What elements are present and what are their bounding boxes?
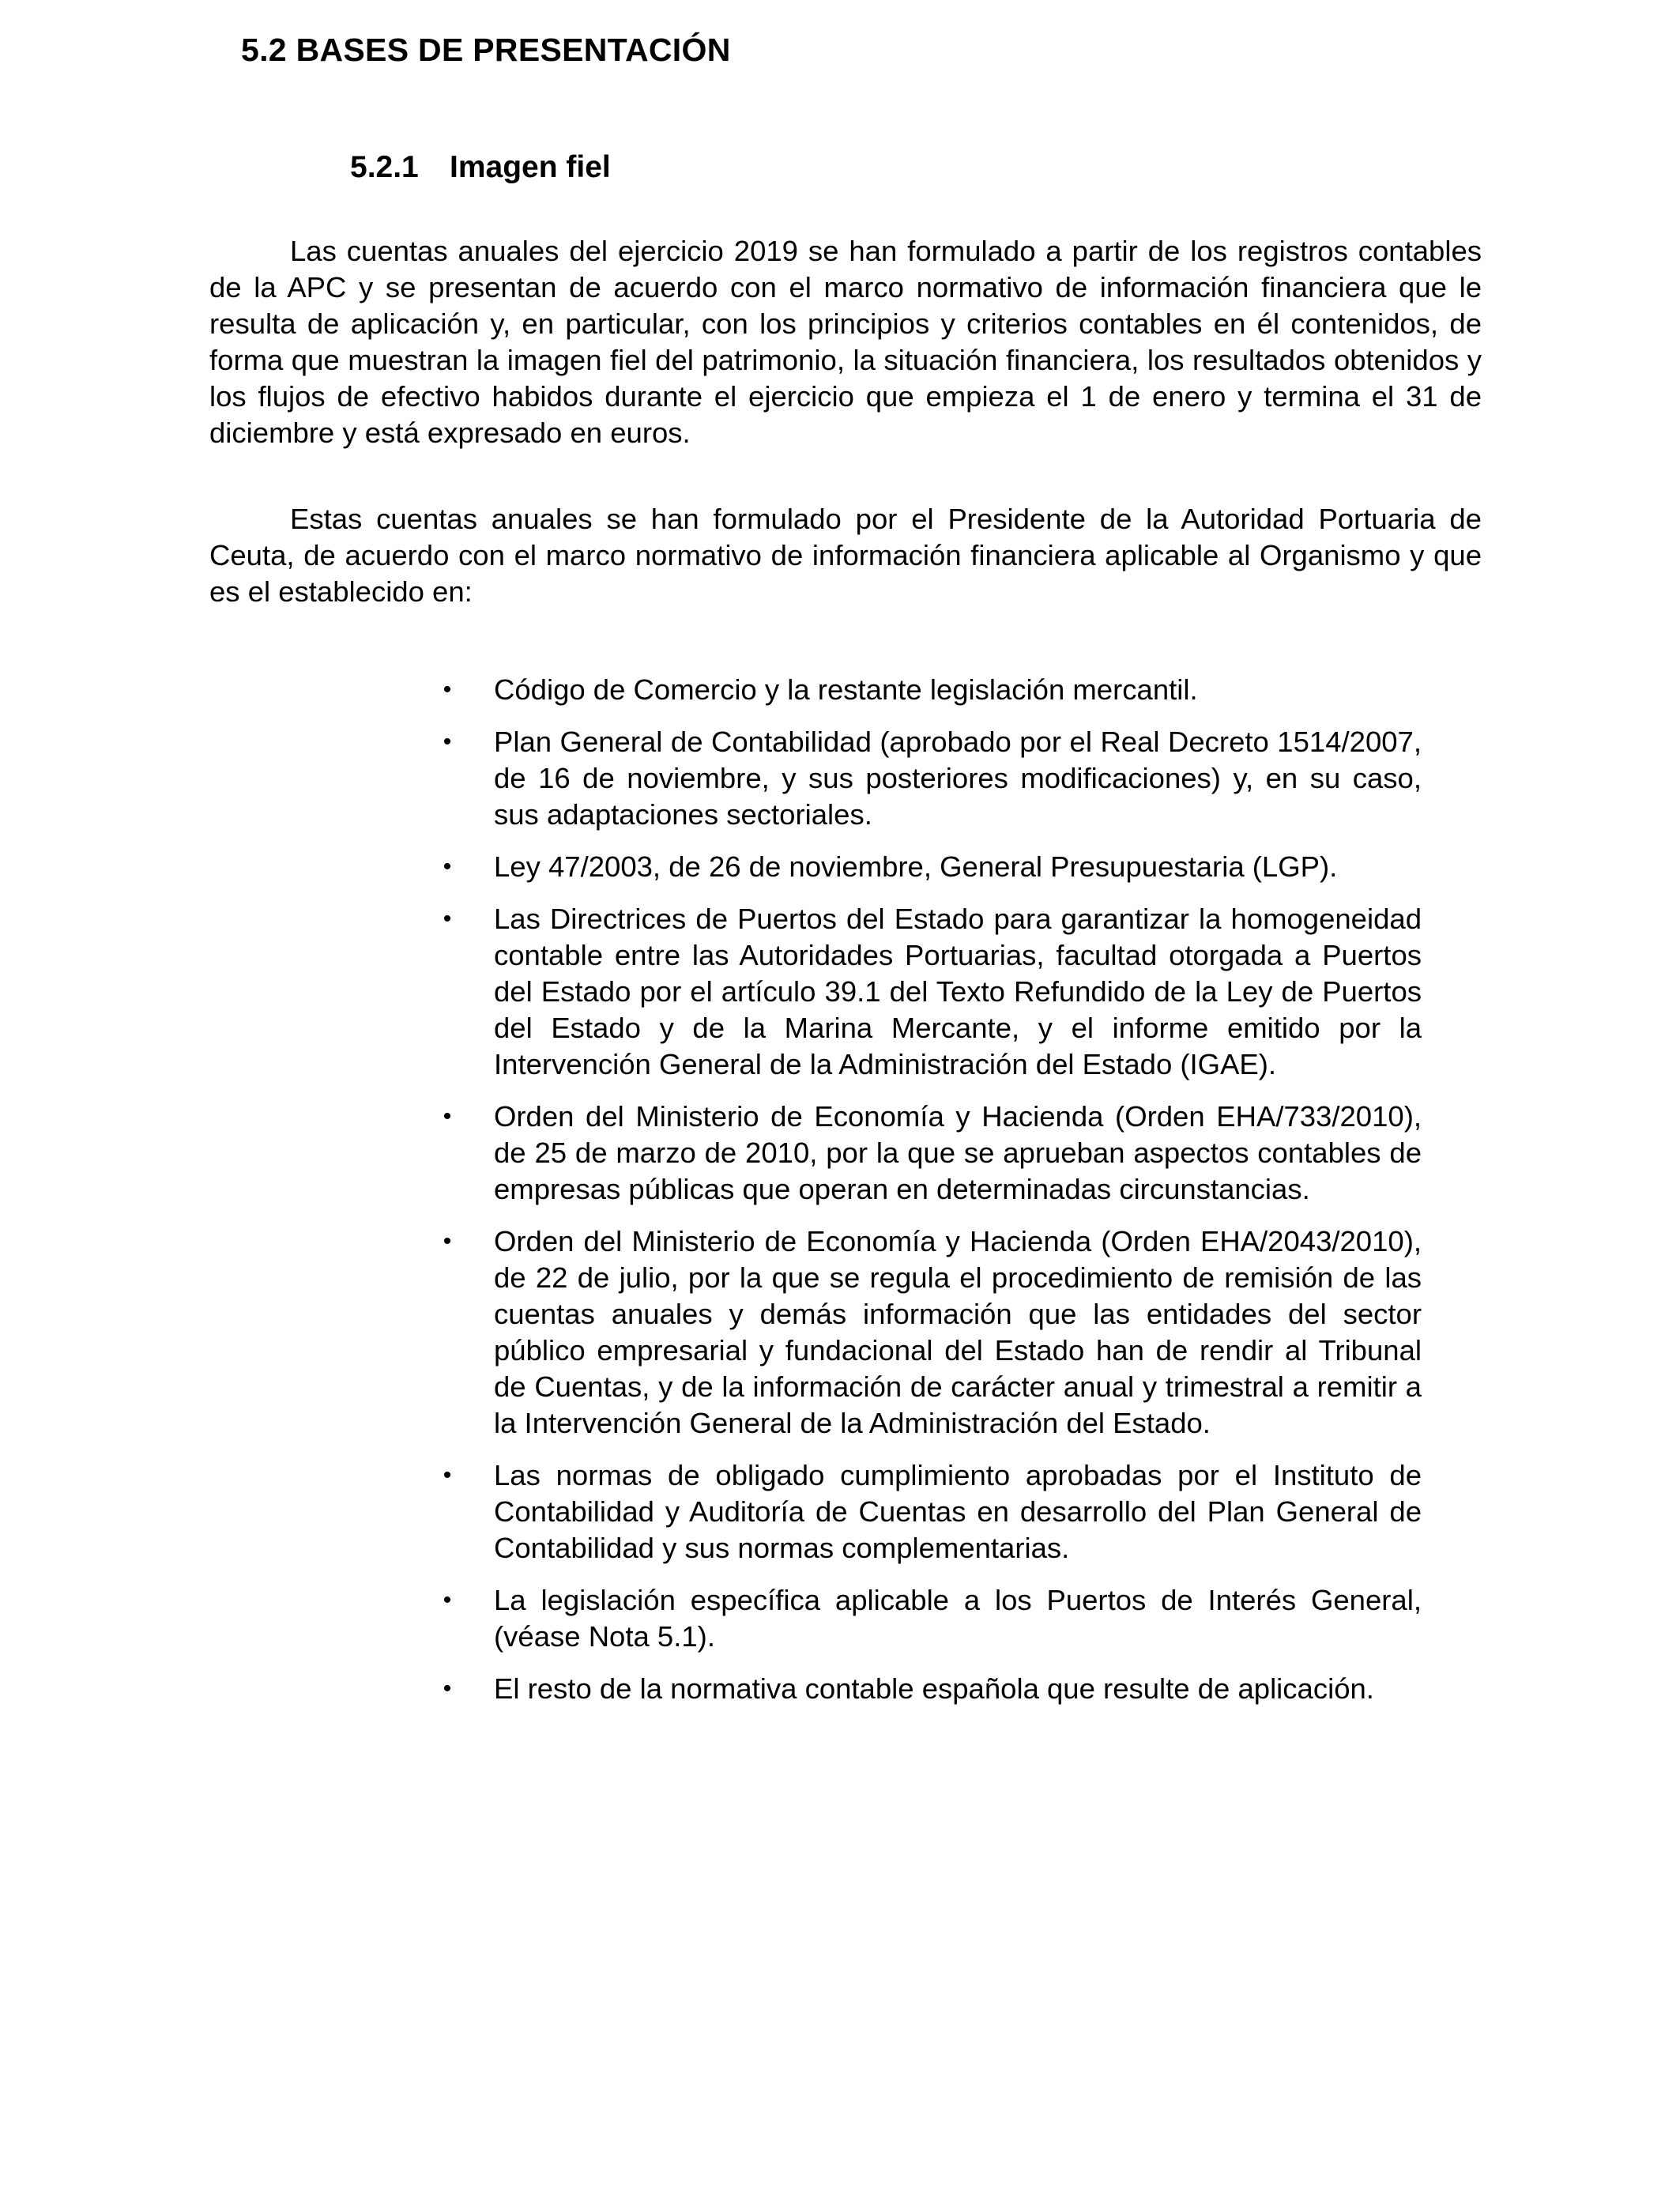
list-item-text: Plan General de Contabilidad (aprobado por el Real Decreto 1514/2007, de 16 de noviembre, y sus posteriores modificaciones) y, en su caso, sus adaptaciones sectoriales. — [494, 726, 1422, 831]
paragraph-marco-normativo: Estas cuentas anuales se han formulado por el Presidente de la Autoridad Portuaria de Ceuta, de acuerdo con el marco normativo de información financiera aplicable al Organismo y que es el establecido en: — [209, 503, 1482, 608]
list-item-text: La legislación específica aplicable a los Puertos de Interés General, (véase Nota 5.1). — [494, 1584, 1422, 1653]
list-item — [439, 1457, 1422, 1566]
list-item-text: Las normas de obligado cumplimiento aprobadas por el Instituto de Contabilidad y Auditoría de Cuentas en desarrollo del Plan General de Contabilidad y sus normas complementarias. — [494, 1459, 1422, 1564]
bullet-icon: • — [443, 1587, 452, 1613]
bullet-icon: • — [443, 1103, 452, 1129]
subsection-number: 5.2.1 — [350, 150, 419, 184]
section-title: 5.2 BASES DE PRESENTACIÓN — [241, 32, 731, 68]
list-item-text: Orden del Ministerio de Economía y Hacienda (Orden EHA/2043/2010), de 22 de julio, por la que se regula el procedimiento de remisión de las cuentas anuales y demás información que las entidades del sector público empresarial y fundacional del Estado han de rendir al Tribunal de Cuentas, y de la información de carácter anual y trimestral a remitir a la Intervención General de la Administración del Estado. — [494, 1225, 1422, 1439]
bullet-icon: • — [443, 1676, 452, 1702]
list-item — [439, 1223, 1422, 1442]
bullet-icon: • — [443, 854, 452, 880]
bullet-icon: • — [443, 729, 452, 755]
normative-framework-list — [439, 672, 1422, 1723]
paragraph-imagen-fiel: Las cuentas anuales del ejercicio 2019 se han formulado a partir de los registros contables de la APC y se presentan de acuerdo con el marco normativo de información financiera que le resulta de aplicación y, en particular, con los principios y criterios contables en él contenidos, de forma que muestran la imagen fiel del patrimonio, la situación financiera, los resultados obtenidos y los flujos de efectivo habidos durante el ejercicio que empieza el 1 de enero y termina el 31 de diciembre y está expresado en euros. — [209, 235, 1482, 449]
list-item — [439, 1582, 1422, 1655]
list-item-text: Orden del Ministerio de Economía y Hacienda (Orden EHA/733/2010), de 25 de marzo de 2010, por la que se aprueban aspectos contables de empresas públicas que operan en determinadas circunstancias. — [494, 1100, 1422, 1205]
bullet-icon: • — [443, 677, 452, 703]
list-item — [439, 901, 1422, 1083]
subsection-title-text: Imagen fiel — [450, 150, 611, 184]
list-item — [439, 849, 1422, 885]
bullet-icon: • — [443, 906, 452, 932]
list-item-text: Código de Comercio y la restante legislación mercantil. — [494, 673, 1198, 706]
subsection-title — [350, 150, 611, 185]
bullet-icon: • — [443, 1462, 452, 1488]
list-item — [439, 1099, 1422, 1208]
list-item-text: Ley 47/2003, de 26 de noviembre, General Presupuestaria (LGP). — [494, 850, 1338, 883]
list-item — [439, 724, 1422, 833]
list-item — [439, 672, 1422, 708]
bullet-icon: • — [443, 1228, 452, 1254]
list-item-text: Las Directrices de Puertos del Estado para garantizar la homogeneidad contable entre las Autoridades Portuarias, facultad otorgada a Puertos del Estado por el artículo 39.1 del Texto Refundido de la Ley de Puertos del Estado y de la Marina Mercante, y el informe emitido por la Intervención General de la Administración del Estado (IGAE). — [494, 903, 1422, 1080]
list-item-text: El resto de la normativa contable española que resulte de aplicación. — [494, 1672, 1374, 1705]
list-item — [439, 1671, 1422, 1707]
